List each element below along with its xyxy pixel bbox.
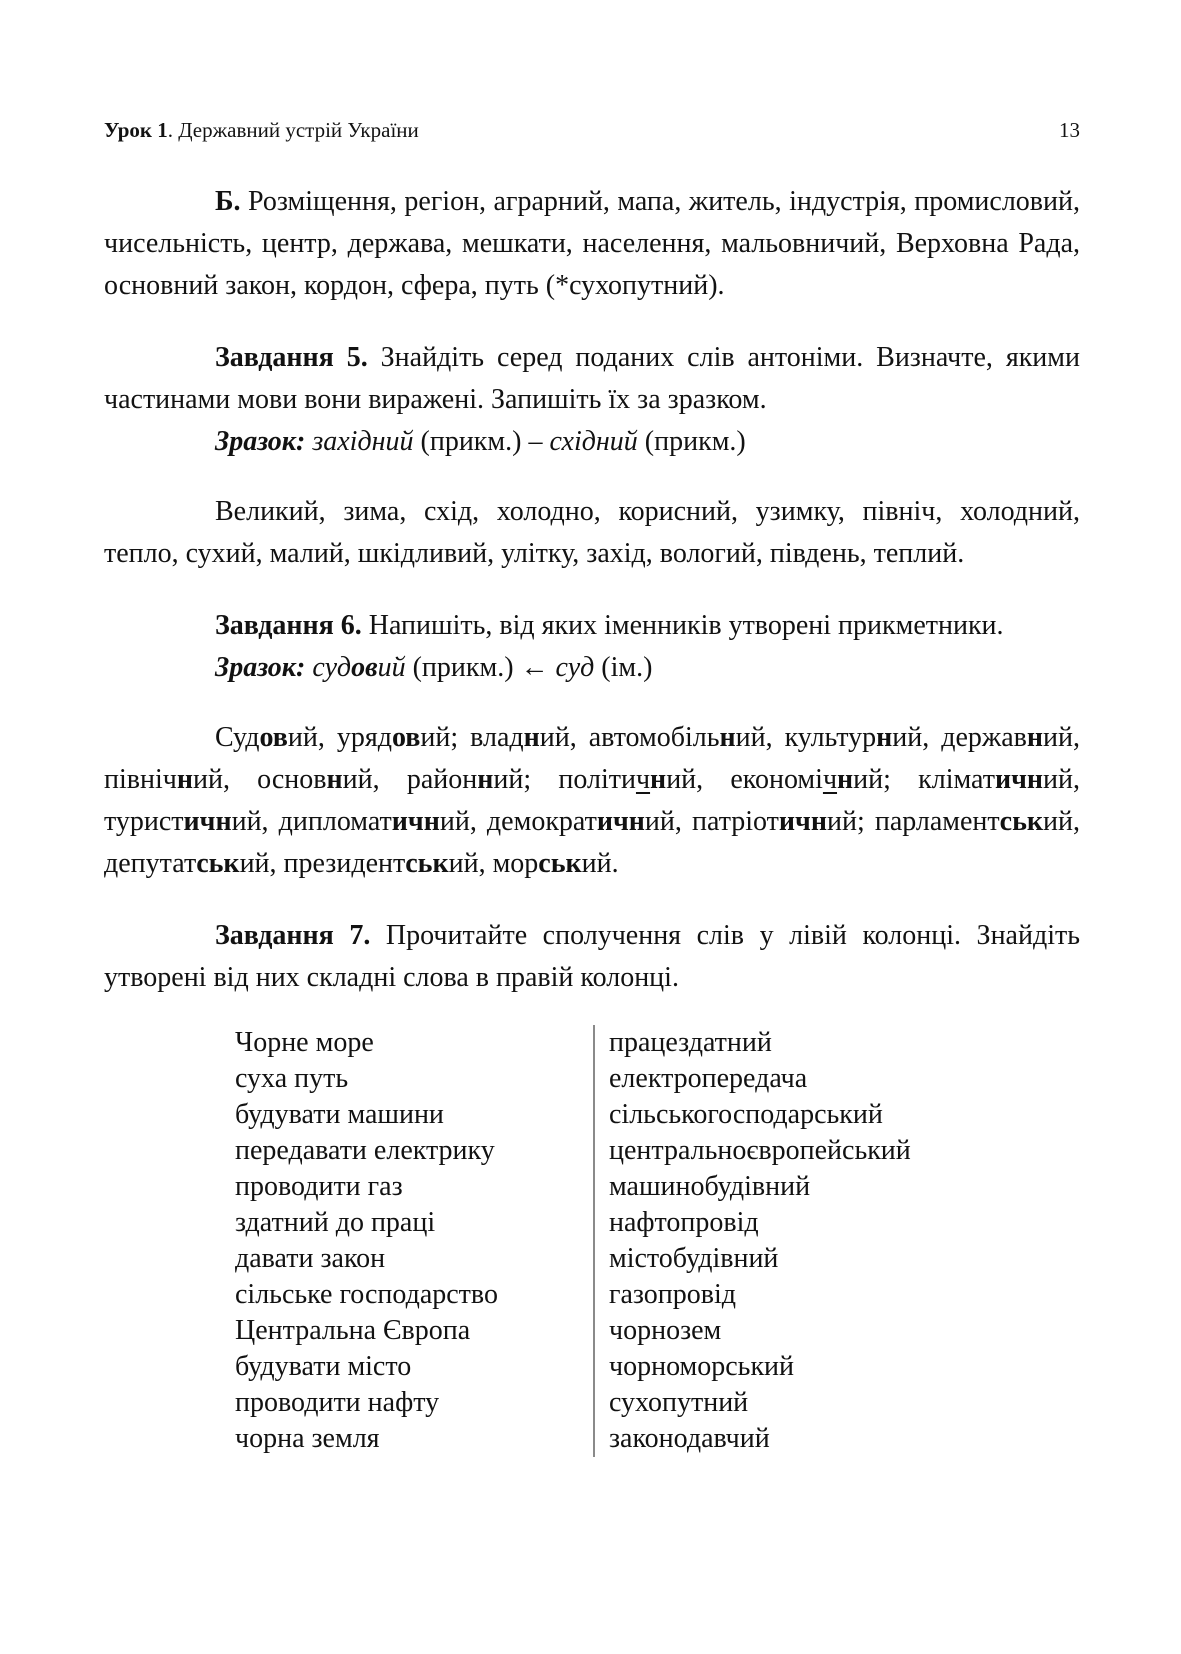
text-segment: (прикм.) ← [405,652,556,683]
text-segment: Зразок: [215,652,313,683]
table-row [235,1061,1080,1097]
phrase-cell: будувати машини [235,1097,595,1133]
page-number: 13 [1059,118,1080,142]
task5-instruction: Знайдіть серед поданих слів антоніми. Визначте, якими частинами мови вони виражені. Запишіть їх за зразком. [104,342,1080,415]
text-segment: ичн [778,806,827,837]
task6-derivation-paragraph [104,717,1080,885]
table-row [235,1421,1080,1457]
text-segment: ий, президент [239,848,406,879]
compound-cell: містобудівний [609,1243,779,1274]
text-segment: ий, північ [104,722,1080,795]
running-title [104,118,419,143]
table-row [235,1169,1080,1205]
text-segment: н [650,764,667,795]
text-segment: ов [391,722,421,753]
text-segment: суд [555,652,595,683]
text-segment: ичн [183,806,232,837]
phrase-cell: давати закон [235,1241,595,1277]
text-segment: ий, уряд [287,722,392,753]
table-row [235,1097,1080,1133]
text-segment: ськ [999,806,1044,837]
text-segment: (прикм.) [637,426,746,457]
text-segment: східний [549,426,638,457]
text-segment: ий [377,652,406,683]
text-segment: (прикм.) – [413,426,550,457]
text-segment: ськ [405,848,449,879]
compound-cell: законодавчий [609,1423,770,1454]
compound-cell: електропередача [609,1063,808,1094]
text-segment: ов [259,722,288,753]
text-segment: ий, демократ [439,806,597,837]
table-row [235,1133,1080,1169]
text-segment: ий. [581,848,619,879]
phrase-cell: Чорне море [235,1025,595,1061]
compound-cell: чорноморський [609,1351,795,1382]
lesson-title: . Державний устрій України [167,118,419,142]
text-segment: західний [312,426,414,457]
text-segment: ий, турист [104,764,1080,837]
text-segment: ий, район [342,764,478,795]
table-row [235,1205,1080,1241]
phrase-cell: Центральна Європа [235,1313,595,1349]
vocabulary-paragraph-b [104,181,1080,307]
text-segment: ий, дипломат [231,806,392,837]
phrase-cell: сільське господарство [235,1277,595,1313]
table-row [235,1025,1080,1061]
task7-heading [104,915,1080,999]
matching-table [235,1025,1080,1457]
compound-cell: центральноєвропейський [609,1135,911,1166]
table-row [235,1277,1080,1313]
task5-word-list: Великий, зима, схід, холодно, корисний, узимку, північ, холодний, тепло, сухий, малий, шкідливий, улітку, захід, вологий, південь, теплий. [104,496,1080,569]
compound-cell: газопровід [609,1279,737,1310]
task5-heading [104,337,1080,421]
phrase-cell: проводити газ [235,1169,595,1205]
text-segment: ий; клімат [853,764,995,795]
phrase-cell: здатний до праці [235,1205,595,1241]
text-segment: ичн [391,806,440,837]
compound-cell: сухопутний [609,1387,749,1418]
list-label-b: Б. [215,186,241,217]
text-segment: ськ [196,848,240,879]
text-segment: ий; політи [493,764,636,795]
task6-label: Завдання 6. [215,610,362,641]
lesson-label: Урок 1 [104,118,168,142]
text-segment: н [1026,722,1044,753]
text-segment: ч [822,764,838,795]
text-segment: ий, патріот [644,806,779,837]
table-row [235,1385,1080,1421]
compound-cell: працездатний [609,1027,772,1058]
text-segment: ий; парламент [826,806,1000,837]
text-segment: ий, культур [735,722,877,753]
vocabulary-words-b: Розміщення, регіон, аграрний, мапа, житель, індустрія, промисловий, чисельність, центр, держава, мешкати, населення, мальовничий, Верховна Рада, основний закон, кордон, сфера, путь (*сухопутний). [104,186,1080,301]
table-row [235,1313,1080,1349]
text-segment: ий, автомобіль [539,722,720,753]
compound-cell: чорнозем [609,1315,722,1346]
text-segment: н [837,764,854,795]
task7-instruction: Прочитайте сполучення слів у лівій колонці. Знайдіть утворені від них складні слова в правій колонці. [104,920,1080,993]
text-segment: н [176,764,193,795]
text-segment: ичн [596,806,645,837]
phrase-cell: проводити нафту [235,1385,595,1421]
text-segment: ий, депутат [104,806,1080,879]
text-segment: ий, основ [192,764,327,795]
task5-sample-line [104,421,1080,463]
task5-label: Завдання 5. [215,342,368,373]
task7-label: Завдання 7. [215,920,371,951]
compound-cell: нафтопровід [609,1207,759,1238]
phrase-cell: будувати місто [235,1349,595,1385]
text-segment: ичн [994,764,1044,795]
text-segment: ськ [538,848,582,879]
text-segment: Суд [215,722,260,753]
page-header [104,118,1080,143]
text-segment: н [876,722,893,753]
phrase-cell: чорна земля [235,1421,595,1457]
task6-heading [104,605,1080,647]
text-segment: Зразок: [215,426,313,457]
text-segment: ов [351,652,378,683]
table-row [235,1349,1080,1385]
text-segment: ий, держав [892,722,1027,753]
compound-cell: машинобудівний [609,1171,811,1202]
table-row [235,1241,1080,1277]
phrase-cell: передавати електрику [235,1133,595,1169]
text-segment: н [326,764,343,795]
text-segment: суд [312,652,352,683]
text-segment: ий; влад [420,722,524,753]
text-segment: ч [635,764,651,795]
task6-sample-line [104,647,1080,689]
text-segment: н [719,722,736,753]
text-segment: ий, економі [666,764,823,795]
compound-cell: сільськогосподарський [609,1099,883,1130]
text-segment: н [477,764,494,795]
task6-instruction: Напишіть, від яких іменників утворені прикметники. [368,610,1004,641]
text-segment: н [523,722,540,753]
phrase-cell: суха путь [235,1061,595,1097]
text-segment: (ім.) [594,652,653,683]
text-segment: ий, мор [448,848,539,879]
